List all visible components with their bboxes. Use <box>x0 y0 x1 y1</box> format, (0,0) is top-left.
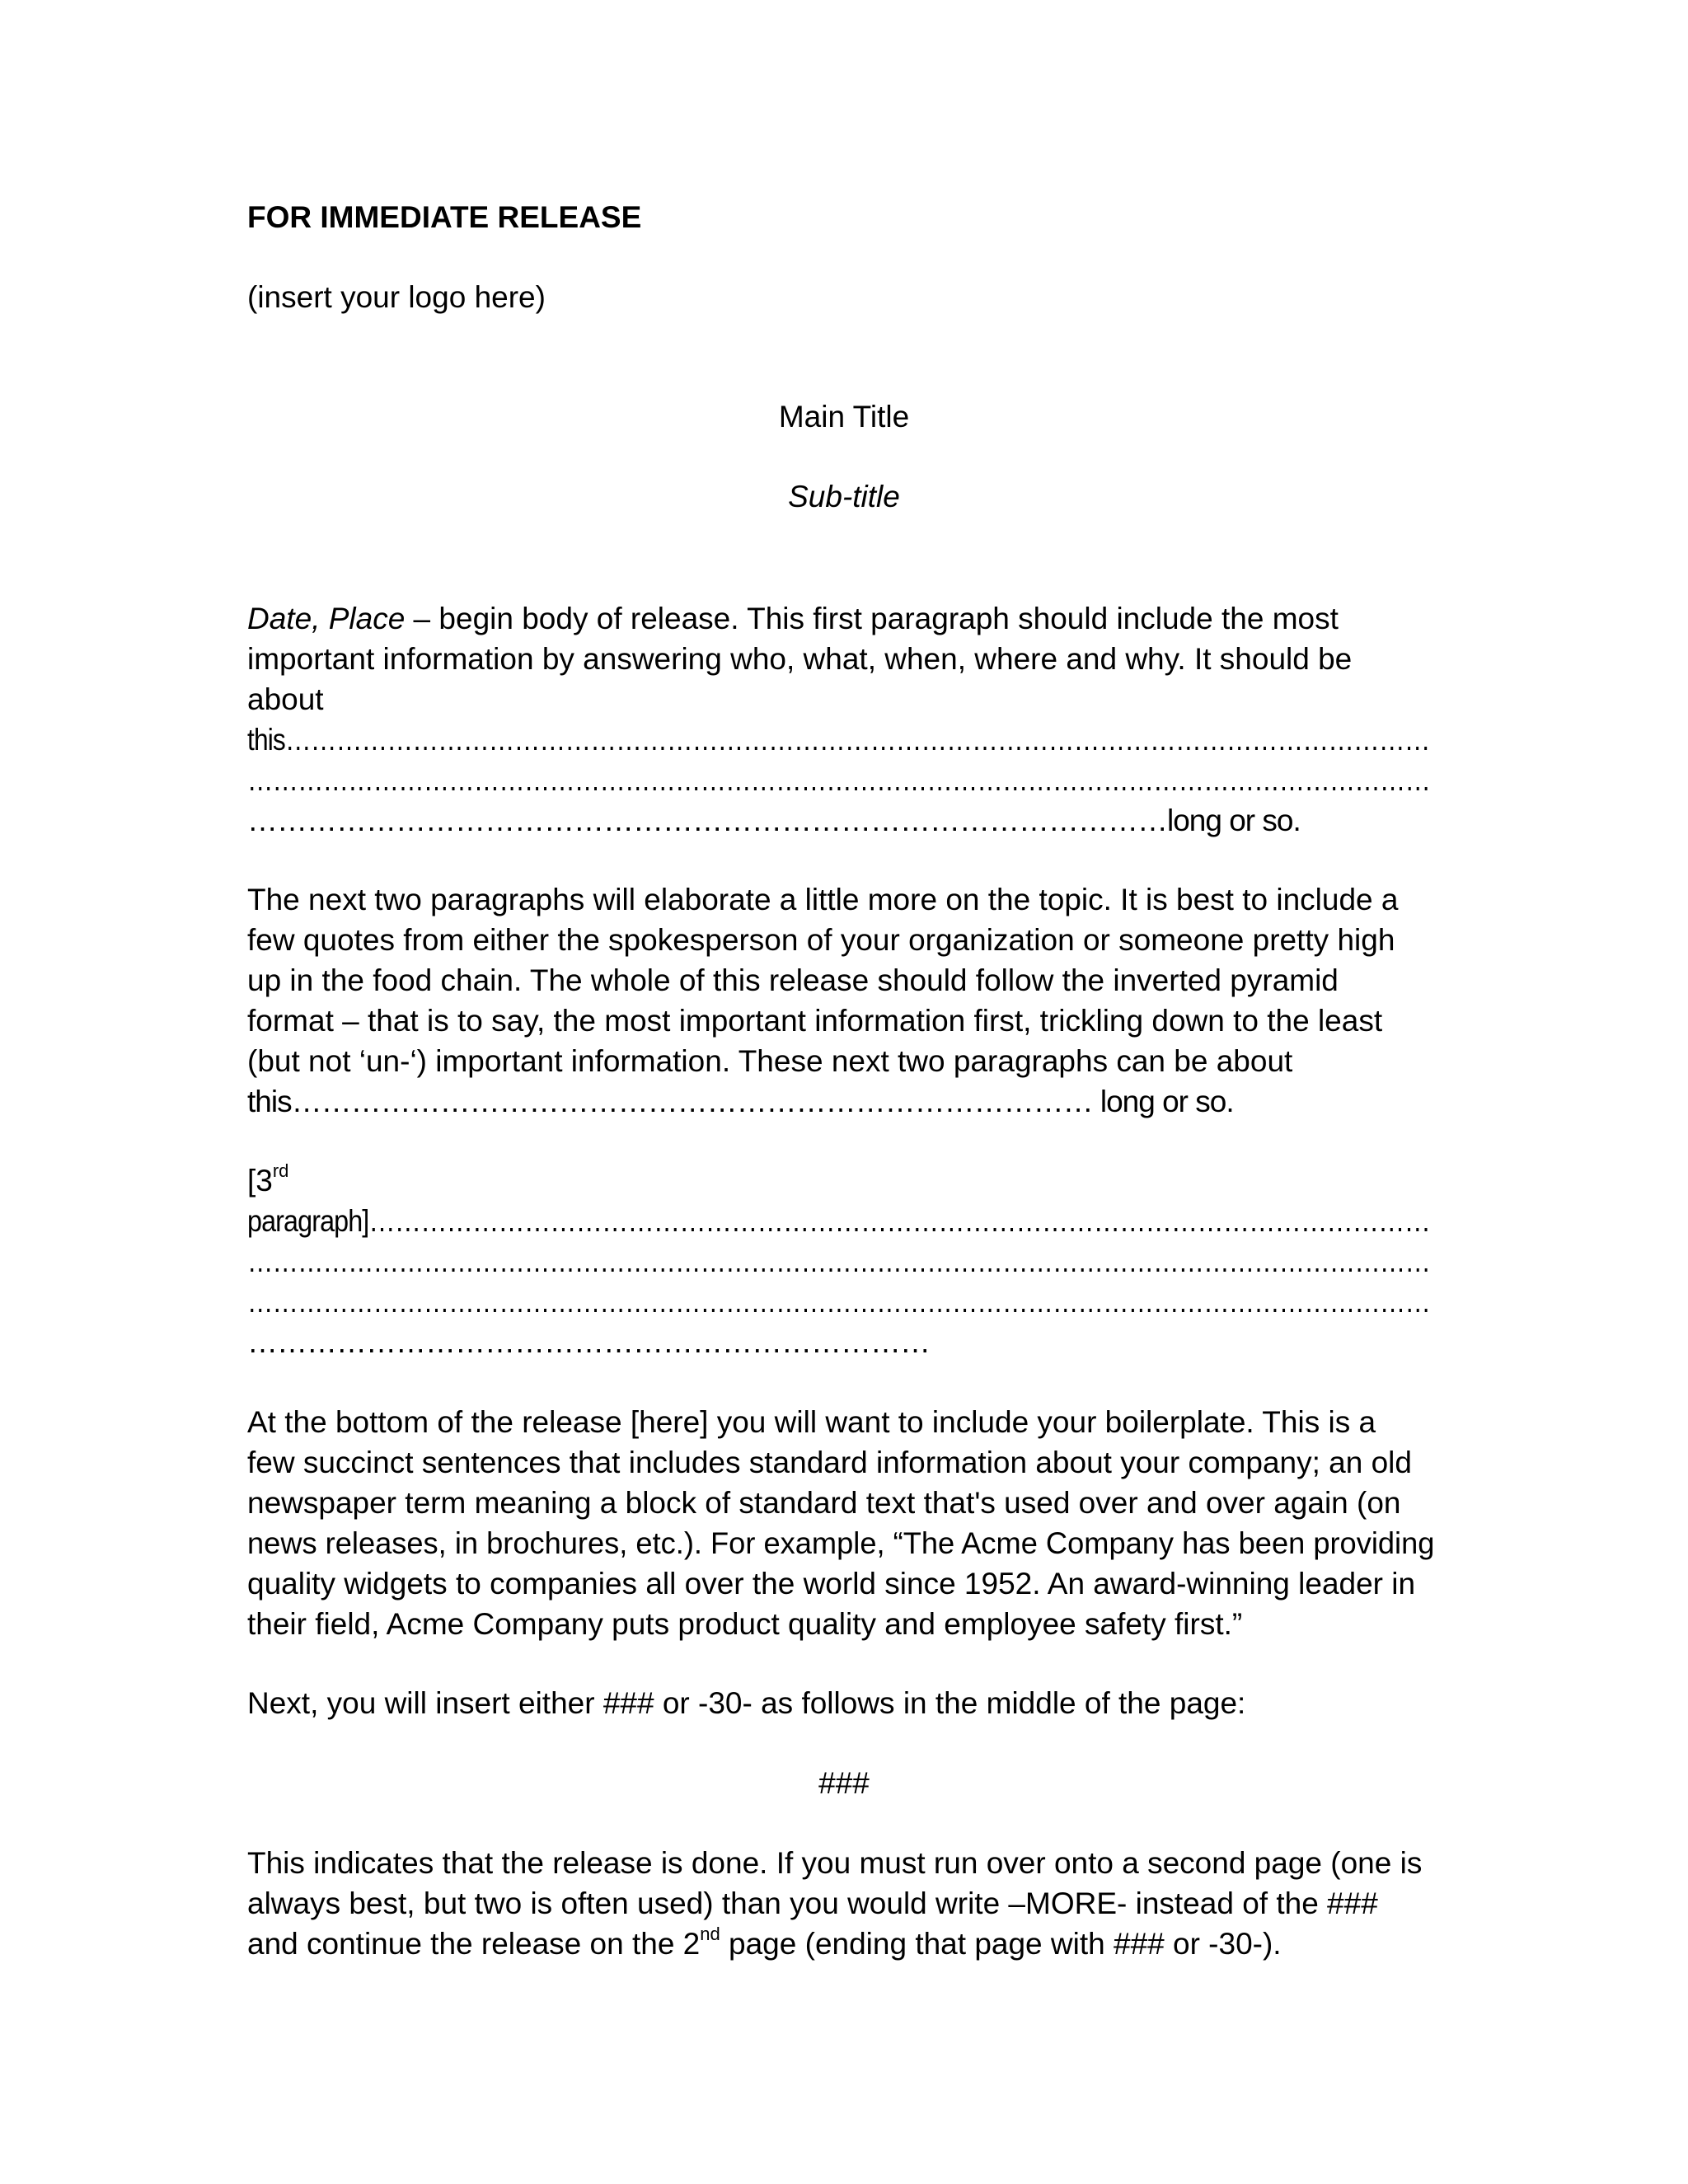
paragraph4-line4: news releases, in brochures, etc.). For example, “The Acme Company has been providing <box>247 1526 1435 1560</box>
paragraph6-line3-after: page (ending that page with ### or -30-). <box>720 1927 1282 1961</box>
paragraph4-line2: few succinct sentences that includes standard information about your company; an old <box>247 1446 1412 1479</box>
paragraph3-open: [3 <box>247 1164 273 1197</box>
paragraph6-line2: always best, but two is often used) than you would write –MORE- instead of the ### <box>247 1886 1378 1920</box>
logo-placeholder: (insert your logo here) <box>247 280 546 314</box>
paragraph2-line5: (but not ‘un-‘) important information. These next two paragraphs can be about <box>247 1044 1293 1078</box>
paragraph1-line2: important information by answering who, what, when, where and why. It should be <box>247 642 1353 676</box>
paragraph6-line3-before: and continue the release on the 2 <box>247 1927 701 1961</box>
paragraph3-line1 <box>247 1161 288 1201</box>
paragraph3-line2: paragraph]…………………………………………………………………………………………………………… <box>247 1204 1430 1238</box>
end-marker: ### <box>818 1766 870 1800</box>
main-title: Main Title <box>778 400 910 434</box>
paragraph3-line5: …………………………………………………………… <box>247 1325 930 1359</box>
paragraph2-line4: format – that is to say, the most important information first, trickling down to the least <box>247 1004 1383 1038</box>
release-label: FOR IMMEDIATE RELEASE <box>247 200 642 234</box>
paragraph3-line4: …………………………………………………………………………………………………………………………… <box>247 1285 1430 1319</box>
paragraph1-line1 <box>247 599 1339 639</box>
paragraph3-line3: …………………………………………………………………………………………………………………………… <box>247 1244 1430 1278</box>
paragraph1-line4: this……………………………………………………………………………………………………………………… <box>247 723 1430 757</box>
paragraph2-line1: The next two paragraphs will elaborate a little more on the topic. It is best to include a <box>247 883 1399 916</box>
paragraph1-line6: …………………………………………………………………………………long or so. <box>247 804 1301 837</box>
paragraph6-superscript: nd <box>700 1923 720 1944</box>
paragraph1-line3: about <box>247 682 324 716</box>
dateline: Date, Place <box>247 602 406 635</box>
paragraph5-line1: Next, you will insert either ### or -30- as follows in the middle of the page: <box>247 1686 1246 1720</box>
paragraph4-line6: their field, Acme Company puts product quality and employee safety first.” <box>247 1607 1243 1641</box>
sub-title: Sub-title <box>788 480 900 513</box>
paragraph4-line5: quality widgets to companies all over the world since 1952. An award-winning leader in <box>247 1567 1416 1601</box>
paragraph6-line3 <box>247 1924 1282 1964</box>
paragraph1-line5: …………………………………………………………………………………………………………………………… <box>247 763 1430 797</box>
paragraph2-line2: few quotes from either the spokesperson of your organization or someone pretty high <box>247 923 1395 957</box>
paragraph2-line3: up in the food chain. The whole of this release should follow the inverted pyramid <box>247 963 1339 997</box>
paragraph1-line1-text: – begin body of release. This first paragraph should include the most <box>405 602 1339 635</box>
paragraph4-line1: At the bottom of the release [here] you will want to include your boilerplate. This is a <box>247 1405 1376 1439</box>
paragraph3-superscript: rd <box>272 1160 289 1181</box>
paragraph6-line1: This indicates that the release is done. If you must run over onto a second page (one is <box>247 1846 1423 1880</box>
paragraph4-line3: newspaper term meaning a block of standard text that's used over and over again (on <box>247 1486 1401 1520</box>
paragraph2-line6: this……………………………………………………………………… long or so. <box>247 1085 1234 1118</box>
